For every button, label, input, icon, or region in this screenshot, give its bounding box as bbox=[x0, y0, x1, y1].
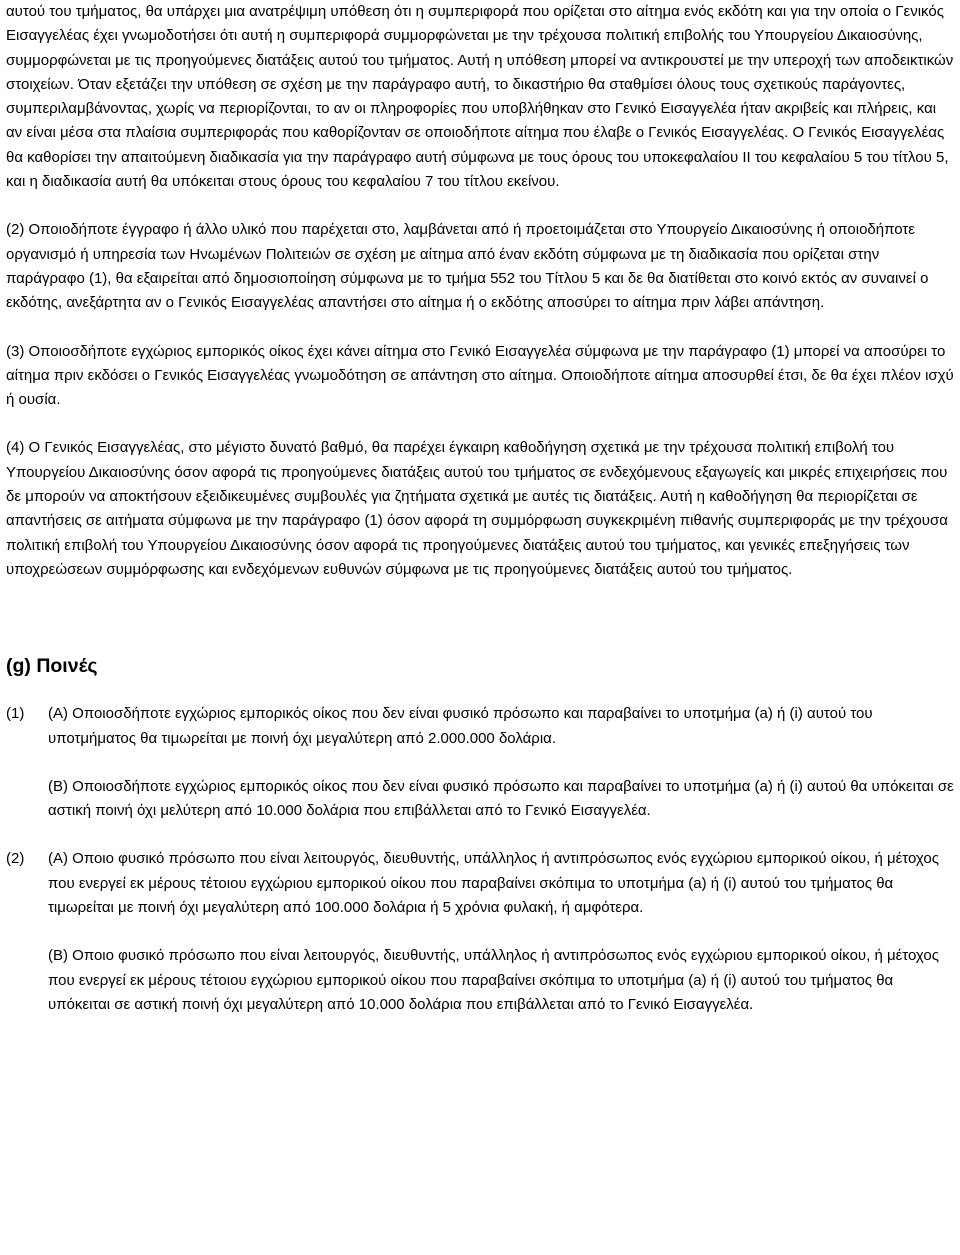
item-body bbox=[48, 702, 954, 751]
subitem-b: (Β) Οποιο φυσικό πρόσωπο που είναι λειτουργός, διευθυντής, υπάλληλος ή αντιπρόσωπος ενός εγχώριου εμπορικού οίκου, ή μέτοχος που ενεργεί εκ μέρους τέτοιου εγχώριου εμπορικού οίκου που παραβαίνει σκόπιμα το υποτμήμα (a) ή (i) αυτού του τμήματος θα υπόκειται σε αστική ποινή όχι μεγαλύτερη από 10.000 δολάρια που επιβάλλεται από το Γενικό Εισαγγελέα. bbox=[48, 947, 939, 1013]
subitem-b: (Β) Οποιοσδήποτε εγχώριος εμπορικός οίκος που δεν είναι φυσικό πρόσωπο και παραβαίνει το υποτμήμα (a) ή (i) αυτού θα υπόκειται σε αστική ποινή όχι μελύτερη από 10.000 δολάρια που επιβάλλεται από το Γενικό Εισαγγελέα. bbox=[48, 777, 954, 820]
item-number: (2) bbox=[6, 850, 25, 868]
section-heading-penalties: (g) Ποινές bbox=[6, 655, 98, 678]
penalty-item-2 bbox=[6, 847, 954, 920]
subitem-a: (Α) Οποιοσδήποτε εγχώριος εμπορικός οίκος που δεν είναι φυσικό πρόσωπο και παραβαίνει το υποτμήμα (a) ή (i) αυτού του υποτμήματος θα τιμωρείται με ποινή όχι μεγαλύτερη από 2.000.000 δολάρια. bbox=[48, 705, 873, 747]
paragraph-3: (3) Οποιοσδήποτε εγχώριος εμπορικός οίκος έχει κάνει αίτημα στο Γενικό Εισαγγελέα σύμφωνα με την παράγραφο (1) μπορεί να αποσύρει το αίτημα πριν εκδόσει ο Γενικός Εισαγγελέας γνωμοδότηση σε απάντηση στο αίτημα. Οποιοδήποτε αίτημα αποσυρθεί έτσι, δε θα έχει πλέον ισχύ ή ουσία. bbox=[6, 342, 954, 409]
paragraph-2: (2) Οποιοδήποτε έγγραφο ή άλλο υλικό που παρέχεται στο, λαμβάνεται από ή προετοιμάζεται στο Υπουργείο Δικαιοσύνης ή οποιοδήποτε οργανισμό ή υπηρεσία των Ηνωμένων Πολιτειών σε σχέση με αίτημα από έναν εκδότη σύμφωνα με τη διαδικασία που ορίζεται στην παράγραφο (1), θα εξαιρείται από δημοσιοποίηση σύμφωνα με το τμήμα 552 του Τίτλου 5 και δε θα διατίθεται στο κοινό εκτός αν συναινεί ο εκδότης, ανεξάρτητα αν ο Γενικός Εισαγγελέας απαντήσει στο αίτημα ή ο εκδότης αποσύρει το αίτημα πριν λάβει απάντηση. bbox=[6, 221, 929, 312]
item-body bbox=[48, 847, 954, 920]
document-page bbox=[6, 0, 954, 1017]
item-number: (1) bbox=[6, 705, 25, 723]
paragraph-continuation: αυτού του τμήματος, θα υπάρχει μια ανατρέψιμη υπόθεση ότι η συμπεριφορά που ορίζεται στο αίτημα ενός εκδότη και για την οποία ο Γενικός Εισαγγελέας έχει γνωμοδοτήσει ότι αυτή η συμπεριφορά συμμορφώνεται με την τρέχουσα πολιτική επιβολής του Υπουργείου Δικαιοσύνης, συμμορφώνεται με τις προηγούμενες διατάξεις αυτού του τμήματος. Αυτή η υπόθεση μπορεί να αντικρουστεί με την υπεροχή των αποδεικτικών στοιχείων. Όταν εξετάζει την υπόθεση σε σχέση με την παράγραφο αυτή, το δικαστήριο θα σταθμίσει όλους τους σχετικούς παράγοντες, συμπεριλαμβάνοντας, χωρίς να περιορίζονται, το αν οι πληροφορίες που υποβλήθηκαν στο Γενικό Εισαγγελέα ήταν ακριβείς και πλήρεις, και αν είναι μέσα στα πλαίσια συμπεριφοράς που καθορίζονταν σε οποιοδήποτε αίτημα που έλαβε ο Γενικός Εισαγγελέας. Ο Γενικός Εισαγγελέας θα καθορίσει την απαιτούμενη διαδικασία για την παράγραφο αυτή σύμφωνα με τους όρους του υποκεφαλαίου II του κεφαλαίου 5 του τίτλου 5, και η διαδικασία αυτή θα υπόκειται στους όρους του κεφαλαίου 7 του τίτλου εκείνου. bbox=[6, 3, 954, 191]
paragraph-4: (4) Ο Γενικός Εισαγγελέας, στο μέγιστο δυνατό βαθμό, θα παρέχει έγκαιρη καθοδήγηση σχετικά με την τρέχουσα πολιτική επιβολή του Υπουργείου Δικαιοσύνης όσον αφορά τις προηγούμενες διατάξεις αυτού του τμήματος σε ενδεχόμενους εξαγωγείς και μικρές επιχειρήσεις που δε μπορούν να αποκτήσουν εξειδικευμένες συμβουλές για ζητήματα σχετικά με αυτές τις διατάξεις. Αυτή η καθοδήγηση θα περιορίζεται σε απαντήσεις σε αιτήματα σύμφωνα με την παράγραφο (1) όσον αφορά τη συμμόρφωση συγκεκριμένη πιθανής συμπεριφοράς με την τρέχουσα πολιτική επιβολή του Υπουργείου Δικαιοσύνης όσον αφορά τις προηγούμενες διατάξεις αυτού του τμήματος, και γενικές επεξηγήσεις των υποχρεώσεων συμμόρφωσης και ενδεχόμενων ευθυνών σύμφωνα με τις προηγούμενες διατάξεις αυτού του τμήματος. bbox=[6, 439, 948, 578]
subitem-a: (Α) Οποιο φυσικό πρόσωπο που είναι λειτουργός, διευθυντής, υπάλληλος ή αντιπρόσωπος ενός εγχώριου εμπορικού οίκου, ή μέτοχος που ενεργεί εκ μέρους τέτοιου εγχώριου εμπορικού οίκου που παραβαίνει σκόπιμα το υποτμήμα (a) ή (i) αυτού του τμήματος θα τιμωρείται με ποινή όχι μεγαλύτερη από 100.000 δολάρια ή 5 χρόνια φυλακή, ή αμφότερα. bbox=[48, 850, 939, 917]
penalty-item-1 bbox=[6, 702, 954, 751]
